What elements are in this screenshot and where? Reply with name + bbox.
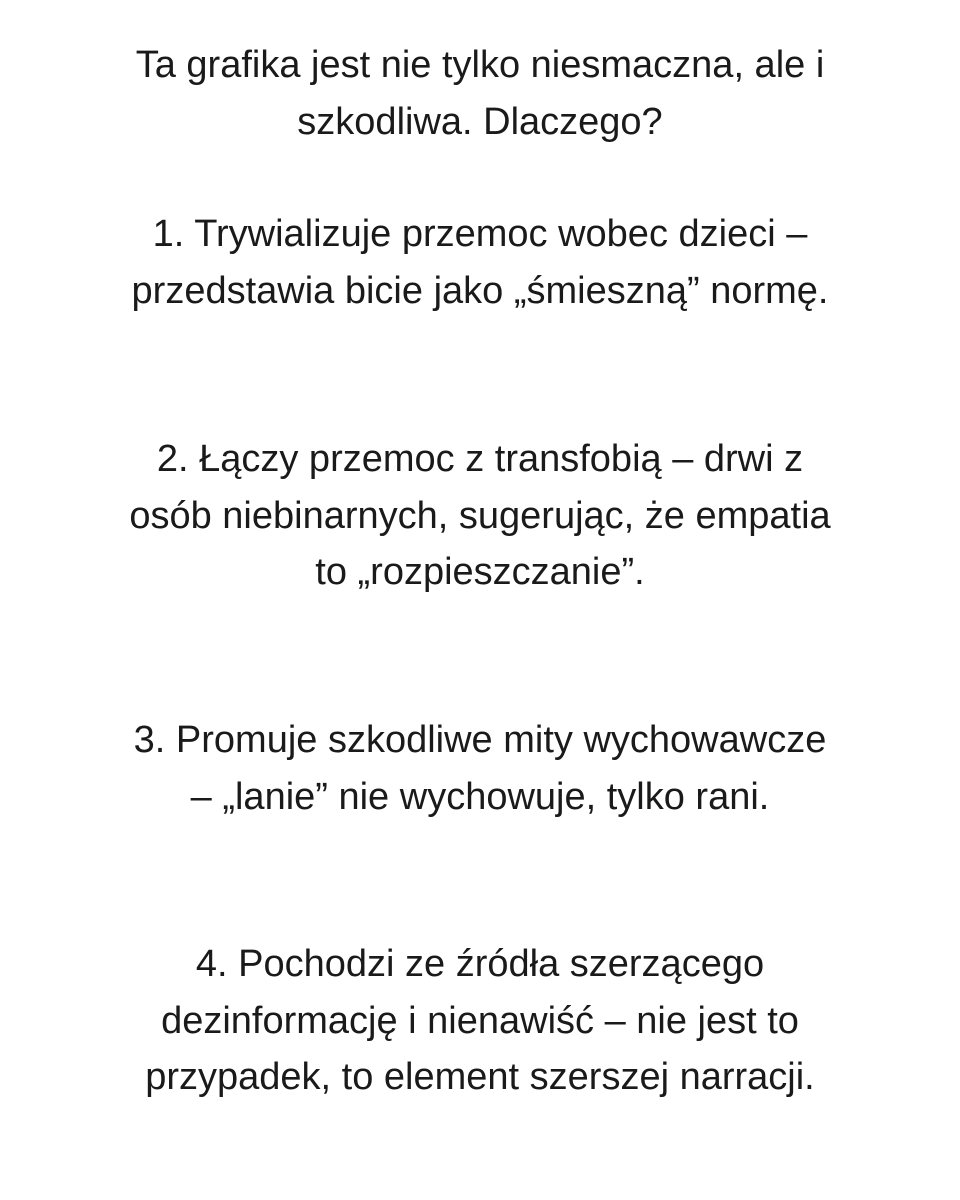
- heading: [60, 37, 900, 150]
- point-line: osób niebinarnych, sugerując, że empatia: [129, 494, 831, 537]
- heading-line: szkodliwa. Dlaczego?: [297, 100, 663, 143]
- point-line: – „lanie” nie wychowuje, tylko rani.: [190, 775, 770, 818]
- point-3: [60, 712, 900, 825]
- point-line: przedstawia bicie jako „śmieszną” normę.: [131, 269, 829, 312]
- point-1: [60, 206, 900, 319]
- point-line: 1. Trywializuje przemoc wobec dzieci –: [152, 213, 808, 255]
- point-line: 2. Łączy przemoc z transfobią – drwi z: [156, 438, 804, 480]
- point-line: to „rozpieszczanie”.: [315, 551, 645, 593]
- point-4: [60, 936, 900, 1106]
- point-line: przypadek, to element szerszej narracji.: [145, 1056, 815, 1098]
- point-2: [60, 431, 900, 601]
- point-line: 4. Pochodzi ze źródła szerzącego: [195, 943, 765, 985]
- point-line: dezinformację i nienawiść – nie jest to: [161, 999, 799, 1042]
- heading-line: Ta grafika jest nie tylko niesmaczna, ale i: [135, 44, 825, 86]
- point-line: 3. Promuje szkodliwe mity wychowawcze: [133, 719, 827, 761]
